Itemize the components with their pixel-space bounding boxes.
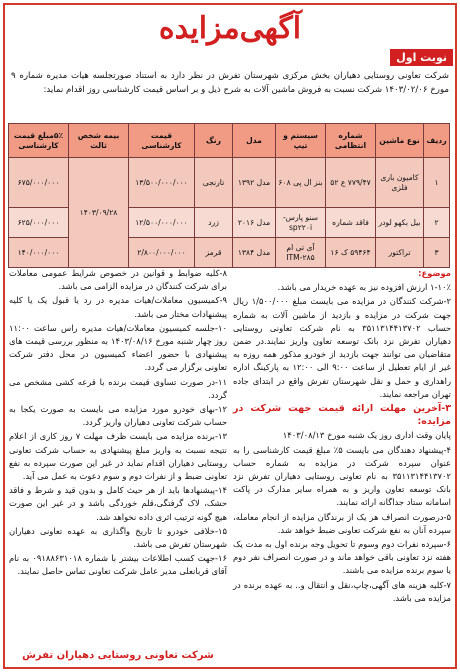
cell: ۶۷۵/۰۰۰/۰۰۰: [9, 158, 69, 208]
cell: ۶۲۵/۰۰۰/۰۰۰: [9, 208, 69, 238]
cell: کامیون باری فلزی: [376, 158, 424, 208]
cell: ۲/۸۰۰/۰۰۰/۰۰۰: [129, 238, 195, 268]
cell: قرمز: [195, 238, 233, 268]
cell: ۲: [424, 208, 450, 238]
cell: تارنجی: [195, 158, 233, 208]
term-item: ۱۳-برنده مزایده می بایست ظرف مهلت ۷ روز کاری از اعلام نتیجه نسبت به واریز مبلغ پیشنهادی به حساب شرکت تعاونی روستایی دهیاران اقدام نماید در غیر این صورت سپرده به نفع تعاونی ضبط و از نفرات دوم و سوم دعوت به عمل می آید.: [9, 431, 227, 482]
cell: ۱۳/۵۰۰/۰۰۰/۰۰۰: [129, 158, 195, 208]
cell: ۱۴۰/۰۰۰/۰۰۰: [9, 238, 69, 268]
col-header: سیستم و تیپ: [276, 124, 326, 158]
subject-heading: موضوع:: [418, 268, 451, 278]
terms-section: [9, 267, 451, 637]
cell: ۱: [424, 158, 450, 208]
cell: ۳: [424, 238, 450, 268]
cell: ۱۲/۵۰۰/۰۰۰/۰۰۰: [129, 208, 195, 238]
term-item: پایان وقت اداری روز یک شنبه مورخ ۱۴۰۳/۰۸/۱۳: [282, 430, 451, 441]
col-header: بیمه شخص ثالث: [69, 124, 129, 158]
term-item: ۱۰-جلسه کمیسیون معاملات/هیات مدیره راس ساعت ۱۱:۰۰ روز چهار شنبه مورخ ۱۴۰۳/۰۸/۱۶ به منظور بررسی قیمت های پیشنهادی با حضور اعضاء کمیسیون در محل دفتر شرکت تعاونی برگزار می گردد.: [9, 322, 227, 373]
cell: مدل ۲۰۱۶: [233, 208, 276, 238]
col-header: شماره انتظامی: [326, 124, 376, 158]
cell: سنو پارس-sp۲۲۰i: [276, 208, 326, 238]
col-header: ۵٪مبلغ قیمت کارشناسی: [9, 124, 69, 158]
term-item: ۸-کلیه ضوابط و قوانین در خصوص شرایط عمومی معاملات برای شرکت کنندگان در مزایده الزامی می باشد.: [9, 268, 227, 292]
vehicle-table: [8, 123, 450, 268]
table-row: [9, 158, 450, 208]
col-header: ردیف: [424, 124, 450, 158]
cell: آی تی ام ITM-۲۸۵: [276, 238, 326, 268]
col-header: رنگ: [195, 124, 233, 158]
term-item: ۹-کمیسیون معاملات/هیات مدیره در رد یا قبول یک یا کلیه پیشنهادات مختار می باشد.: [9, 295, 227, 319]
cell: ۷۷۹/۴۷ ع ۵۲: [326, 158, 376, 208]
cell: زرد: [195, 208, 233, 238]
term-item: ۱۵-خلافی خودرو تا تاریخ واگذاری به عهده تعاونی دهیاران شهرستان تفرش می باشد.: [9, 525, 227, 550]
term-item: ۱۱-در صورت تساوی قیمت برنده با قرعه کشی مشخص می گردد.: [9, 376, 227, 400]
intro-text: شرکت تعاونی روستایی دهیاران بخش مرکزی شهرستان تفرش در نظر دارد به استناد صورتجلسه هیات مدیره شماره ۹ مورخ ۱۴۰۳/۰۲/۰۶ شرکت نسبت به فروش ماشین آلات به شرح ذیل و بر اساس قیمت کارشناسی روز اقدام نماید:: [11, 71, 449, 95]
table-header-row: [9, 124, 450, 158]
cell: مدل ۱۳۹۲: [233, 158, 276, 208]
edition-badge: نوبت اول: [390, 49, 453, 66]
cell: بنز ال پی ۶۰۸: [276, 158, 326, 208]
term-item: ۱۶-جهت کسب اطلاعات بیشتر با شماره ۰۹۱۸۸۶۳۱۰۱۸ به نام آقای قربانعلی مدیر عامل شرکت تعاونی تماس حاصل نمایند.: [9, 553, 227, 577]
term-item: ۱-۱۰٪ ارزش افزوده نیز به عهده خریدار می باشد.: [277, 282, 451, 293]
col-header-text: مدل: [246, 135, 262, 145]
deadline-heading: ۳-آخرین مهلت ارائه قیمت جهت شرکت در مزایده:: [233, 403, 451, 428]
term-item: ۴-پیشنهاد دهندگان می بایست ۵٪ مبلغ قیمت کارشناسی را به عنوان سپرده شرکت در مزایده به شماره حساب ۳۵۱۱۳۱۴۴۱۳۷۰۲ به نام تعاونی روستایی دهیاران تفرش نزد بانک توسعه تعاون واریز و به همراه سایر مدارک در پاکت اسامانه ستاد جداگانه ارائه نمایند.: [233, 444, 451, 508]
cell: تراکتور: [376, 238, 424, 268]
company-signature: شرکت تعاونی روستایی دهیاران تفرش: [22, 650, 214, 661]
cell: بیل بکهو لودر: [376, 208, 424, 238]
term-item: ۶-سپرده نفرات دوم وسوم تا تحویل وجه برنده اول به مدت یک هفته نزد تعاونی باقی خواهد ماند و در صورت انصراف نفر دوم یا سوم برنده مزایده می باشند.: [233, 539, 451, 576]
terms-left-column: [9, 267, 227, 580]
cell-insurance: ۱۴۰۳/۰۹/۲۸: [69, 158, 129, 268]
term-item: ۵-درصورت انصراف هر یک از برندگان مزایده از انجام معامله، سپرده آنان به نفع شرکت تعاونی ضبط خواهد شد.: [233, 511, 451, 535]
term-item: ۲-شرکت کنندگان در مزایده می بایست مبلغ ۱/۵۰۰/۰۰۰ ریال جهت شرکت در مزایده و بازدید از ماشین آلات به شماره حساب ۳۵۱۱۳۱۴۴۱۳۷۰۲ به نام شرکت تعاونی روستایی دهیاران تفرش نزد بانک توسعه تعاون واریز نمایند.در ضمن متقاضیان می توانند جهت بازدید از خودرو مذکور همه روزه به غیر از ایام تعطیل از ساعت ۹:۰۰ الی ۱۲:۰۰ به پارکینگ اداره راهداری و حمل و نقل شهرستان تفرش واقع در ابتدای جاده تهران مراجعه نمایند.: [233, 296, 451, 399]
ad-page: [3, 3, 457, 669]
cell: مدل ۱۳۸۴: [233, 238, 276, 268]
ad-title: آگهی‌مزایده: [158, 11, 302, 46]
col-header: قیمت کارشناسی: [129, 124, 195, 158]
col-header: [233, 124, 276, 158]
cell: ۵۹۴۶۴ ک ۱۶: [326, 238, 376, 268]
cell: فاقد شماره: [326, 208, 376, 238]
terms-right-column: [233, 267, 451, 606]
term-item: ۱۲-بهای خودرو مورد مزایده می بایست به صورت یکجا به حساب شرکت تعاونی دهیاران واریز گردد.: [9, 404, 227, 428]
term-item: ۱۴-پیشنهادها باید از هر حیث کامل و بدون قید و شرط و فاقد حشک، لاک گرفتگی،قلم خوردگی باشد و در غیر این صورت هیچ گونه ترتیب اثری داده نخواهد شد.: [9, 485, 227, 522]
col-header: نوع ماشین: [376, 124, 424, 158]
term-item: ۷-کلیه هزینه های آگهی،چاپ،نقل و انتقال و.. به عهده برنده در مزایده می باشد.: [233, 579, 451, 603]
